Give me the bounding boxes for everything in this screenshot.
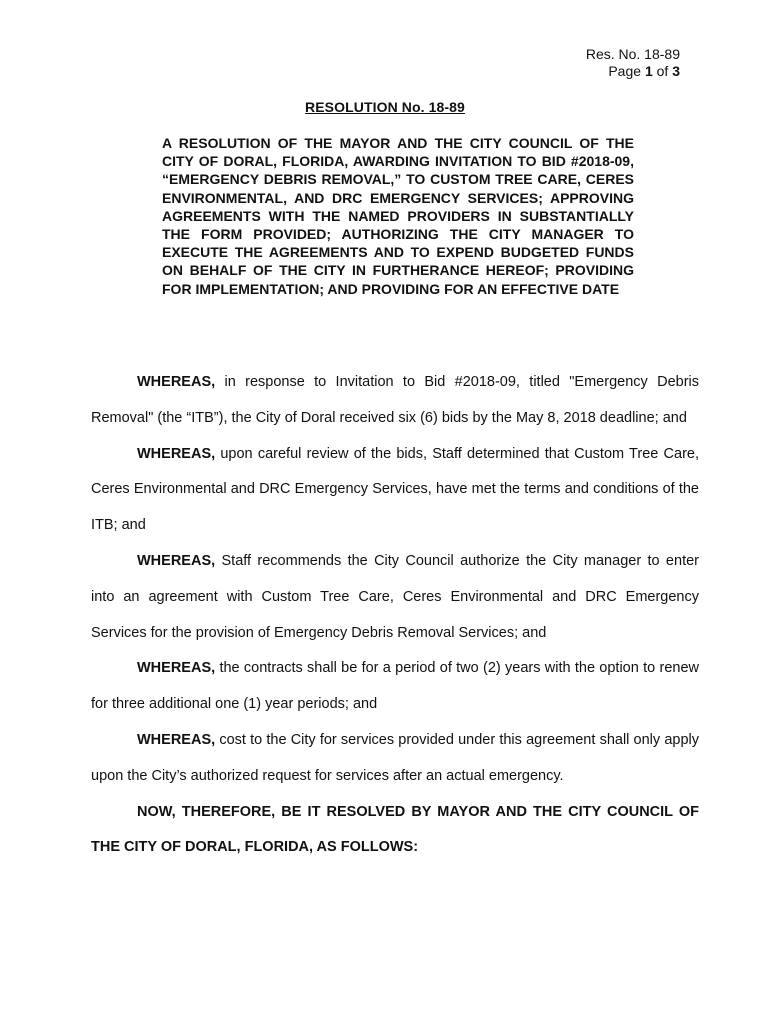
resolution-title: RESOLUTION No. 18-89	[305, 99, 465, 115]
paragraph-text: cost to the City for services provided under this agreement shall only apply upon the City’s authorized request for services after an actual emergency.	[91, 731, 699, 784]
paragraph-lead: WHEREAS,	[137, 660, 216, 677]
paragraph-lead: WHEREAS,	[137, 445, 216, 462]
whereas-paragraph-2	[91, 437, 699, 544]
whereas-paragraph-1	[91, 365, 699, 437]
page-current: 1	[644, 63, 653, 79]
page-total: 3	[672, 63, 680, 79]
paragraph-text: Staff recommends the City Council authorize the City manager to enter into an agreement with Custom Tree Care, Ceres Environmental and DRC Emergency Services for the provision of Emergency Debris Removal Services; and	[91, 552, 699, 641]
resolution-number: Res. No. 18-89	[585, 46, 680, 62]
paragraph-lead: WHEREAS,	[137, 374, 216, 390]
resolution-body	[91, 365, 699, 866]
paragraph-text: the contracts shall be for a period of two (2) years with the option to renew for three additional one (1) year periods; and	[91, 660, 699, 713]
page-header	[586, 46, 680, 80]
whereas-paragraph-5	[91, 723, 699, 795]
paragraph-lead: WHEREAS,	[137, 731, 216, 748]
whereas-paragraph-3	[91, 544, 699, 651]
resolution-heading: A RESOLUTION OF THE MAYOR AND THE CITY COUNCIL OF THE CITY OF DORAL, FLORIDA, AWARDING INVITATION TO BID #2018-09, “EMERGENCY DEBRIS REMOVAL,” TO CUSTOM TREE CARE, CERES ENVIRONMENTAL, AND DRC EMERGENCY SERVICES; APPROVING AGREEMENTS WITH THE NAMED PROVIDERS IN SUBSTANTIALLY THE FORM PROVIDED; AUTHORIZING THE CITY MANAGER TO EXECUTE THE AGREEMENTS AND TO EXPEND BUDGETED FUNDS ON BEHALF OF THE CITY IN FURTHERANCE HEREOF; PROVIDING FOR IMPLEMENTATION; AND PROVIDING FOR AN EFFECTIVE DATE	[162, 135, 634, 297]
page-of: of	[652, 63, 673, 79]
paragraph-lead: NOW, THEREFORE, BE IT RESOLVED BY MAYOR AND THE CITY COUNCIL OF THE CITY OF DORAL, FLORIDA, AS FOLLOWS:	[91, 803, 699, 856]
page-indicator	[586, 63, 680, 80]
paragraph-text: upon careful review of the bids, Staff determined that Custom Tree Care, Ceres Environmental and DRC Emergency Services, have met the terms and conditions of the ITB; and	[91, 445, 699, 534]
resolved-clause	[91, 795, 699, 867]
page-prefix: Page	[608, 63, 645, 79]
paragraph-lead: WHEREAS,	[137, 552, 216, 569]
paragraph-text: in response to Invitation to Bid #2018-09, titled "Emergency Debris Removal" (the “ITB”), the City of Doral received six (6) bids by the May 8, 2018 deadline; and	[91, 374, 699, 426]
whereas-paragraph-4	[91, 651, 699, 723]
